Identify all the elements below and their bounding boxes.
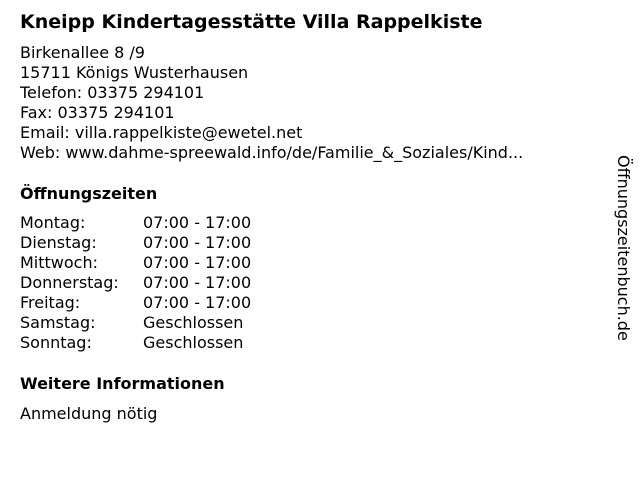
- day-label: Samstag:: [20, 313, 96, 332]
- time-value: 07:00 - 17:00: [143, 273, 252, 292]
- phone-number: Telefon: 03375 294101: [20, 83, 205, 102]
- watermark: [608, 133, 638, 363]
- website-link: Web: www.dahme-spreewald.info/de/Familie_&_Soziales/Kind...: [20, 143, 524, 162]
- time-value: Geschlossen: [143, 313, 244, 332]
- fax-number: Fax: 03375 294101: [20, 103, 175, 122]
- address-street: Birkenallee 8 /9: [20, 43, 145, 62]
- time-value: Geschlossen: [143, 333, 244, 352]
- time-value: 07:00 - 17:00: [143, 213, 252, 232]
- day-label: Montag:: [20, 213, 86, 232]
- day-label: Sonntag:: [20, 333, 92, 352]
- page-title: Kneipp Kindertagesstätte Villa Rappelkiste: [20, 11, 483, 33]
- email-address: Email: villa.rappelkiste@ewetel.net: [20, 123, 303, 142]
- day-label: Mittwoch:: [20, 253, 98, 272]
- day-label: Donnerstag:: [20, 273, 119, 292]
- contact-block: [20, 43, 523, 163]
- more-info-heading: Weitere Informationen: [20, 374, 225, 393]
- time-value: 07:00 - 17:00: [143, 233, 252, 252]
- day-label: Dienstag:: [20, 233, 97, 252]
- day-label: Freitag:: [20, 293, 81, 312]
- more-info-text: Anmeldung nötig: [20, 404, 158, 423]
- watermark-text: Öffnungszeitenbuch.de: [614, 155, 633, 341]
- time-value: 07:00 - 17:00: [143, 253, 252, 272]
- opening-hours-heading: Öffnungszeiten: [20, 184, 158, 203]
- address-city: 15711 Königs Wusterhausen: [20, 63, 249, 82]
- time-value: 07:00 - 17:00: [143, 293, 252, 312]
